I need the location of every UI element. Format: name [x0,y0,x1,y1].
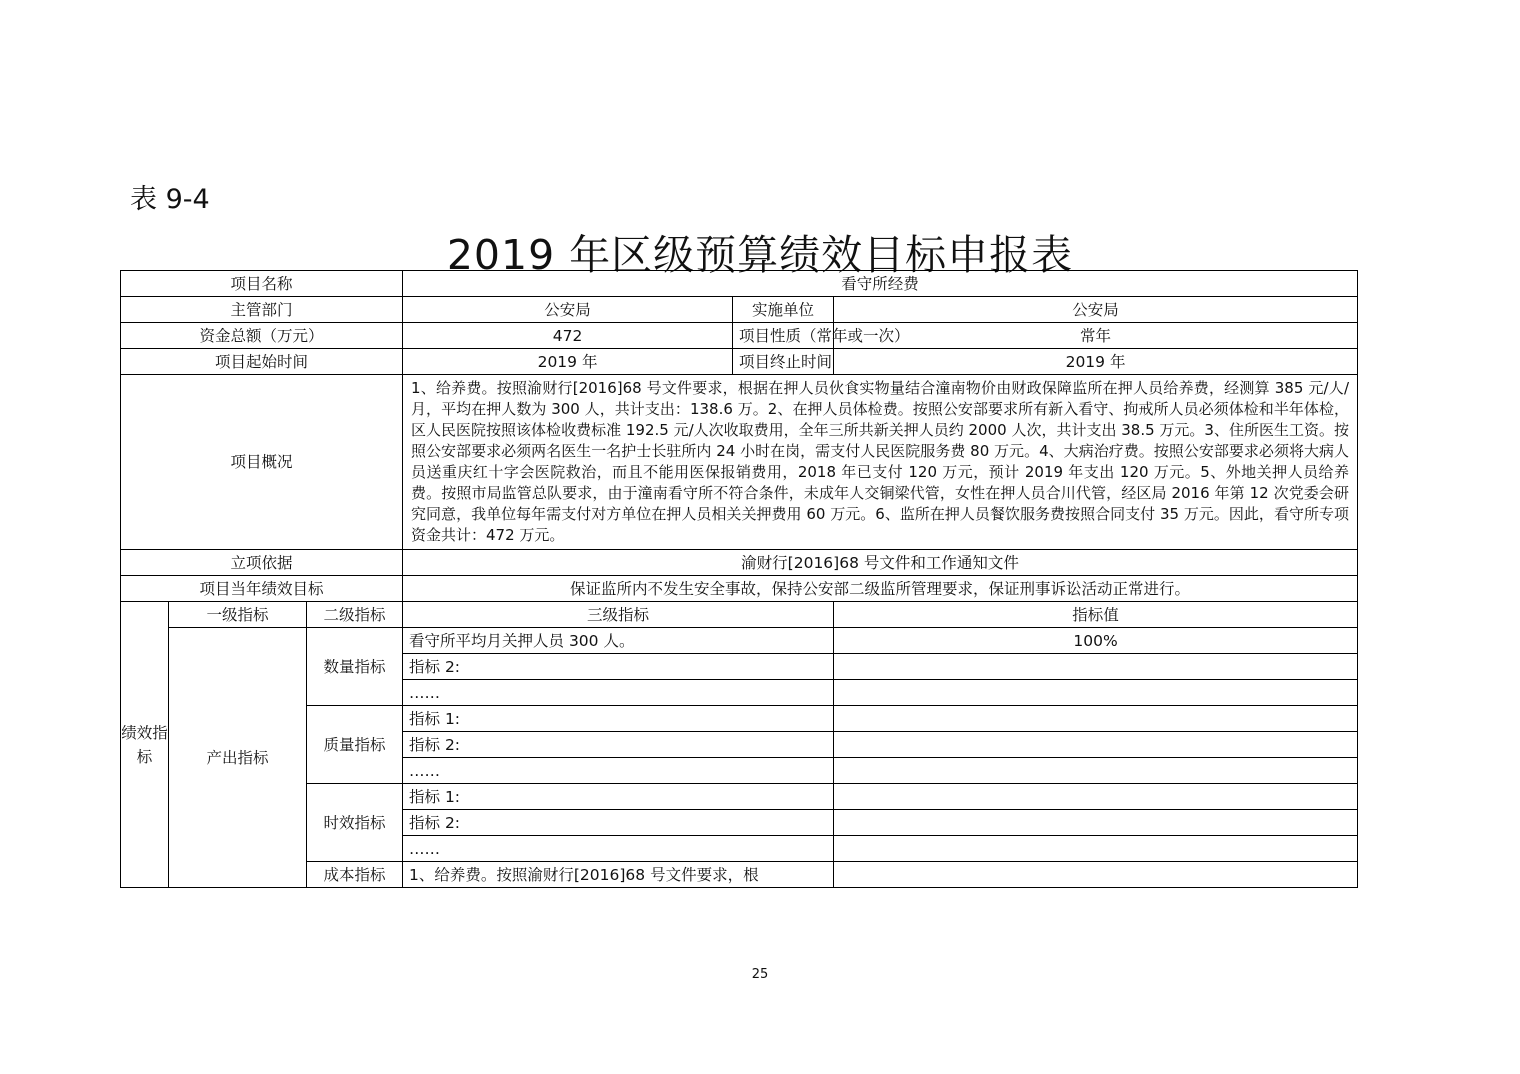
overview-label: 项目概况 [121,375,403,550]
cost-item-1-value [834,862,1358,888]
impl-unit-value: 公安局 [834,297,1358,323]
table-row [121,706,1358,732]
quality-item-3-value [834,758,1358,784]
quantity-item-2: 指标 2: [403,654,834,680]
row-basis [121,550,1358,576]
quantity-item-1: 看守所平均月关押人员 300 人。 [403,628,834,654]
table-row [121,862,1358,888]
goal-value: 保证监所内不发生安全事故，保持公安部二级监所管理要求，保证刑事诉讼活动正常进行。 [403,576,1358,602]
quality-item-2: 指标 2: [403,732,834,758]
budget-performance-table [120,270,1358,888]
table-row [121,784,1358,810]
quality-item-1-value [834,706,1358,732]
department-value: 公安局 [403,297,733,323]
goal-label: 项目当年绩效目标 [121,576,403,602]
department-label: 主管部门 [121,297,403,323]
quantity-item-1-value: 100% [834,628,1358,654]
row-department [121,297,1358,323]
table-number-label: 表 9-4 [130,184,210,215]
indicator-value-header: 指标值 [834,602,1358,628]
quantity-item-3: …… [403,680,834,706]
row-overview [121,375,1358,550]
quality-item-1: 指标 1: [403,706,834,732]
timeliness-item-3: …… [403,836,834,862]
timeliness-item-2: 指标 2: [403,810,834,836]
basis-label: 立项依据 [121,550,403,576]
quantity-item-2-value [834,654,1358,680]
nature-value: 常年 [834,323,1358,349]
timeliness-item-3-value [834,836,1358,862]
level3-header: 三级指标 [403,602,834,628]
timeliness-item-1: 指标 1: [403,784,834,810]
row-funds [121,323,1358,349]
quality-item-2-value [834,732,1358,758]
quantity-indicator-label: 数量指标 [307,628,403,706]
cost-item-1: 1、给养费。按照渝财行[2016]68 号文件要求，根 [403,862,834,888]
row-indicator-header [121,602,1358,628]
output-indicator-label: 产出指标 [169,628,307,888]
cost-indicator-label: 成本指标 [307,862,403,888]
page-title: 2019 年区级预算绩效目标申报表 [446,231,1074,279]
page-number: 25 [751,967,769,982]
start-time-label: 项目起始时间 [121,349,403,375]
quality-indicator-label: 质量指标 [307,706,403,784]
nature-label: 项目性质（常年或一次） [733,323,834,349]
timeliness-item-1-value [834,784,1358,810]
timeliness-item-2-value [834,810,1358,836]
basis-value: 渝财行[2016]68 号文件和工作通知文件 [403,550,1358,576]
start-time-value: 2019 年 [403,349,733,375]
project-name-label: 项目名称 [121,271,403,297]
performance-indicators-section-label: 绩效指标 [121,602,169,888]
quantity-item-3-value [834,680,1358,706]
row-project-name [121,271,1358,297]
level2-header: 二级指标 [307,602,403,628]
level1-header: 一级指标 [169,602,307,628]
row-time [121,349,1358,375]
quality-item-3: …… [403,758,834,784]
table-row [121,628,1358,654]
end-time-value: 2019 年 [834,349,1358,375]
funds-label: 资金总额（万元） [121,323,403,349]
funds-value: 472 [403,323,733,349]
end-time-label: 项目终止时间 [733,349,834,375]
impl-unit-label: 实施单位 [733,297,834,323]
project-name-value: 看守所经费 [403,271,1358,297]
overview-text: 1、给养费。按照渝财行[2016]68 号文件要求，根据在押人员伙食实物量结合潼南物价由财政保障监所在押人员给养费，经测算 385 元/人/月，平均在押人数为 300 人，共计支出：138.6 万。2、在押人员体检费。按照公安部要求所有新入看守、拘戒所人员必须体检和半年体检，区人民医院按照该体检收费标准 192.5 元/人次收取费用，全年三所共新关押人员约 2000 人次，共计支出 38.5 万元。3、住所医生工资。按照公安部要求必须两名医生一名护士长驻所内 24 小时在岗，需支付人民医院服务费 80 万元。4、大病治疗费。按照公安部要求必须将大病人员送重庆红十字会医院救治，而且不能用医保报销费用，2018 年已支付 120 万元，预计 2019 年支出 120 万元。5、外地关押人员给养费。按照市局监管总队要求，由于潼南看守所不符合条件，未成年人交铜梁代管，女性在押人员合川代管，经区局 2016 年第 12 次党委会研究同意，我单位每年需支付对方单位在押人员相关关押费用 60 万元。6、监所在押人员餐饮服务费按照合同支付 35 万元。因此，看守所专项资金共计：472 万元。 [403,375,1358,550]
timeliness-indicator-label: 时效指标 [307,784,403,862]
row-goal [121,576,1358,602]
